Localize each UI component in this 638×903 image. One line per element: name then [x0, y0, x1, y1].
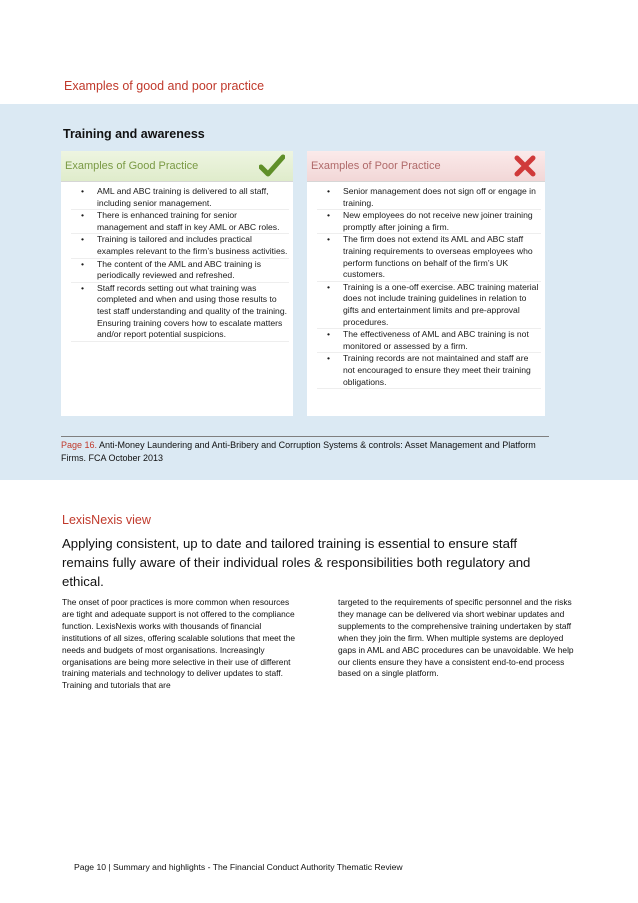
practice-item-text: The content of the AML and ABC training is periodically reviewed and refreshed.: [97, 258, 262, 281]
lead-paragraph: Applying consistent, up to date and tailored training is essential to ensure staff remains fully aware of their individual roles & responsibilities both regulatory and ethical.: [62, 536, 531, 589]
practice-item-text: Training is tailored and includes practical examples relevant to the firm’s business activities.: [97, 234, 288, 256]
poor-practice-panel: [307, 151, 545, 416]
practice-item: [317, 282, 541, 329]
practice-item-text: Staff records setting out what training was completed and when and using those results to test staff understanding and quality of the training. Ensuring training covers how to escalate matters and/or report potential suspicions.: [97, 282, 287, 340]
bullet-icon: •: [327, 186, 331, 196]
good-practice-list: [61, 182, 293, 342]
bullet-icon: •: [81, 234, 85, 245]
good-practice-panel: [61, 151, 293, 416]
practice-item: [71, 210, 289, 234]
quote-title: Training and awareness: [63, 127, 205, 141]
good-practice-title: Examples of Good Practice: [65, 160, 199, 172]
practice-item: [317, 186, 541, 210]
poor-practice-list: [307, 182, 545, 389]
bullet-icon: •: [327, 329, 331, 340]
bullet-icon: •: [327, 210, 331, 221]
practice-item: [317, 210, 541, 234]
practice-item-text: Training is a one-off exercise. ABC training material does not include training guidelines in relation to gifts and entertainment limits and pre-approval procedures.: [343, 281, 539, 327]
practice-item: [71, 259, 289, 283]
practice-item: [317, 234, 541, 281]
body-column-right: targeted to the requirements of specific personnel and the risks they manage can be delivered via short webinar updates and supplements to the comprehensive training undertaken by staff when they join the firm. When multiple systems are deployed gaps in AML and ABC procedures can be unavoidable. We help our clients ensure they have a consistent end-to-end process based on a single platform.: [338, 597, 574, 679]
poor-practice-header: [307, 151, 545, 182]
practice-item-text: There is enhanced training for senior management and staff in key AML or ABC roles.: [97, 210, 280, 232]
practice-item: [71, 234, 289, 258]
practice-item: [71, 186, 289, 210]
bullet-icon: •: [81, 258, 85, 269]
good-practice-header: [61, 151, 293, 182]
practice-item-text: New employees do not receive new joiner training promptly after joining a firm.: [343, 210, 533, 232]
bullet-icon: •: [327, 353, 331, 364]
bullet-icon: •: [327, 281, 331, 292]
practice-item: [71, 283, 289, 342]
practice-item: [317, 353, 541, 389]
practice-item-text: Senior management does not sign off or engage in training.: [343, 186, 536, 208]
section-heading: Examples of good and poor practice: [64, 79, 265, 93]
practice-item: [317, 329, 541, 353]
cross-icon: [513, 154, 537, 178]
practice-item-text: Training records are not maintained and staff are not encouraged to ensure they meet their training obligations.: [343, 353, 531, 387]
source-citation: [61, 436, 549, 465]
view-heading: LexisNexis view: [62, 513, 151, 527]
body-column-left: The onset of poor practices is more common when resources are tight and adequate support is not offered to the compliance function. LexisNexis works with thousands of financial institutions of all sizes, offering scalable solutions that meet the needs and budgets of most organisations. Increasingly organisations are being more selective in their use of different training materials and technology to deliver updates to staff. Training and tutorials that are: [62, 597, 296, 691]
source-page: Page 16.: [61, 440, 98, 450]
bullet-icon: •: [81, 210, 85, 221]
page-footer: Page 10 | Summary and highlights - The Financial Conduct Authority Thematic Review: [74, 862, 403, 872]
bullet-icon: •: [81, 282, 85, 293]
practice-item-text: AML and ABC training is delivered to all staff, including senior management.: [97, 186, 269, 208]
practice-item-text: The effectiveness of AML and ABC training is not monitored or assessed by a firm.: [343, 329, 529, 351]
check-icon: [259, 154, 285, 178]
bullet-icon: •: [327, 234, 331, 245]
poor-practice-title: Examples of Poor Practice: [311, 160, 441, 172]
practice-item-text: The firm does not extend its AML and ABC staff training requirements to overseas employees who perform functions on behalf of the firm’s UK customers.: [343, 234, 533, 280]
bullet-icon: •: [81, 186, 85, 196]
source-text: Anti-Money Laundering and Anti-Bribery and Corruption Systems & controls: Asset Management and Platform Firms. FCA October 2013: [61, 440, 536, 463]
